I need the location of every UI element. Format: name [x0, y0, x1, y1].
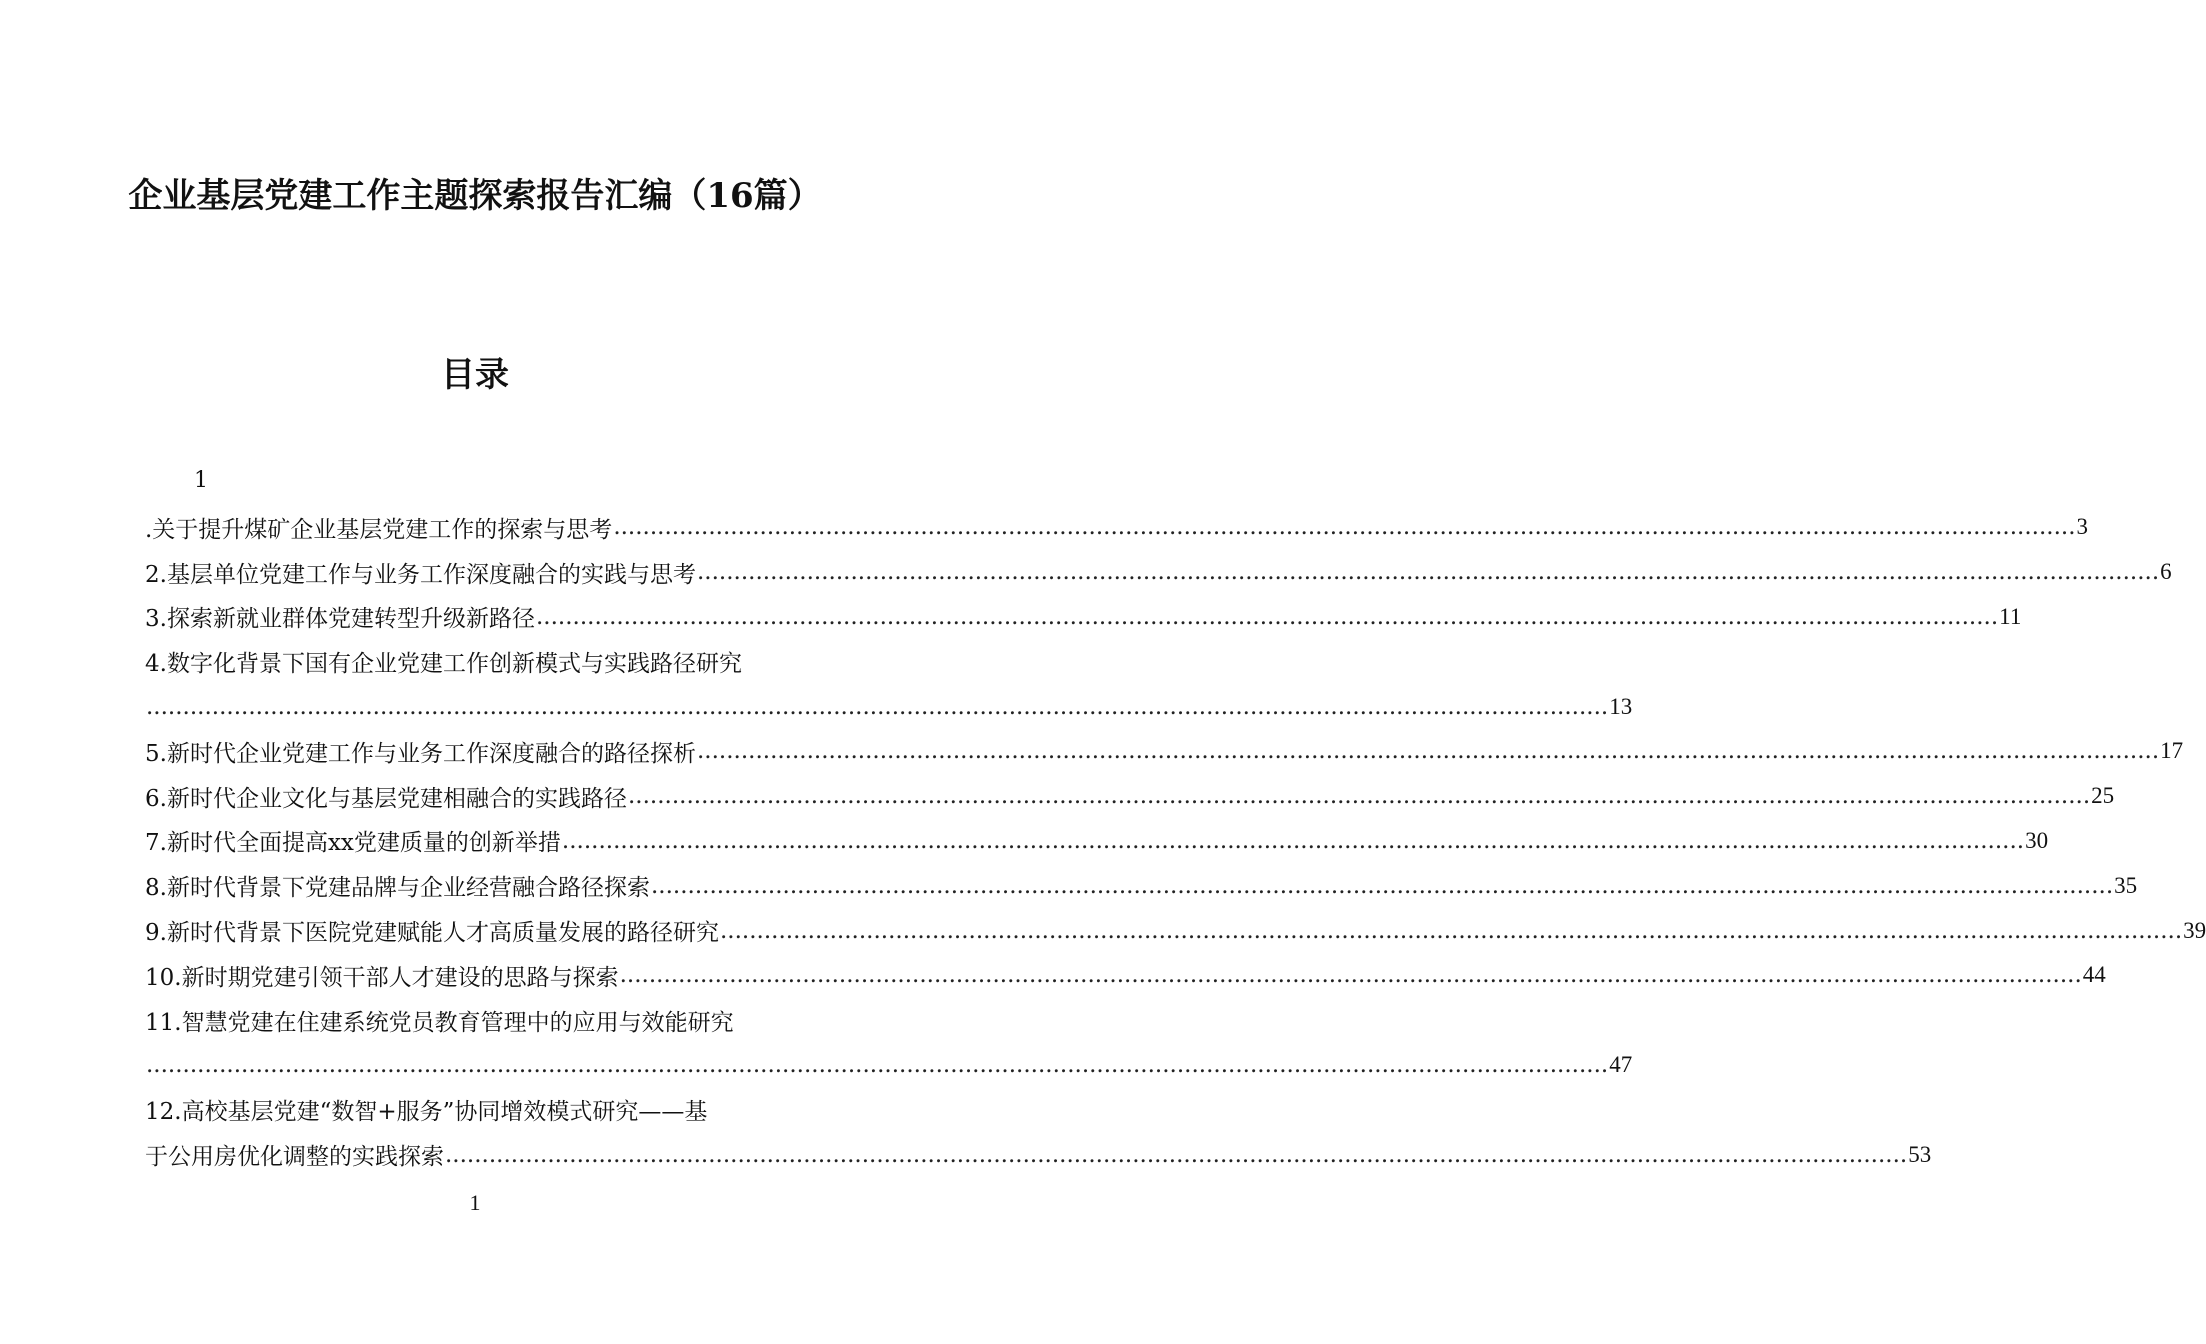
toc-entry-title: 5.新时代企业党建工作与业务工作深度融合的路径探析: [145, 740, 696, 767]
toc-entry-page: 44: [2082, 962, 2106, 988]
dot-leader: ........................................................................................................................................................................................................: [627, 783, 2091, 810]
toc-entry-title: 10.新时期党建引领干部人才建设的思路与探索: [145, 964, 619, 991]
dot-leader: ........................................................................................................................................................................................................: [445, 1141, 1908, 1168]
toc-entry-11[interactable]: [145, 998, 1633, 1088]
toc-entry-title: 8.新时代背景下党建品牌与企业经营融合路径探索: [145, 875, 650, 902]
toc-heading: 目录: [441, 355, 509, 395]
dot-leader: ........................................................................................................................................................................................................: [696, 559, 2160, 586]
toc-entry-page: 30: [2025, 827, 2049, 853]
toc-entry-title: 11.智慧党建在住建系统党员教育管理中的应用与效能研究: [145, 1009, 734, 1036]
toc-entry-page: 11: [1999, 603, 2022, 629]
dot-leader: ........................................................................................................................................................................................................: [146, 1051, 1609, 1078]
toc-entry-page: 3: [2076, 514, 2089, 540]
toc-entry-title: 3.探索新就业群体党建转型升级新路径: [145, 606, 535, 633]
dot-leader: ........................................................................................................................................................................................................: [650, 872, 2114, 899]
toc-entry-page: 39: [2183, 917, 2206, 943]
document-title: 企业基层党建工作主题探索报告汇编（16篇）: [128, 176, 822, 216]
toc-entry-title-part2: 于公用房优化调整的实践探索: [145, 1144, 444, 1171]
toc-entry-title: 2.基层单位党建工作与业务工作深度融合的实践与思考: [145, 561, 696, 588]
toc-entry-6[interactable]: [145, 774, 2115, 819]
toc-entry-12[interactable]: [145, 1087, 1932, 1177]
toc-entry-page: 47: [1609, 1051, 1633, 1077]
toc-entry-3[interactable]: [145, 595, 2022, 640]
dot-leader: ........................................................................................................................................................................................................: [719, 917, 2183, 944]
dot-leader: ........................................................................................................................................................................................................: [696, 738, 2160, 765]
table-of-contents: [145, 505, 2206, 1177]
toc-entry-title: 4.数字化背景下国有企业党建工作创新模式与实践路径研究: [145, 651, 742, 678]
dot-leader: ........................................................................................................................................................................................................: [619, 962, 2082, 989]
dot-leader: ........................................................................................................................................................................................................: [535, 603, 1999, 630]
toc-entry-page: 35: [2114, 872, 2138, 898]
toc-entry-page: 53: [1908, 1141, 1932, 1167]
dot-leader: ........................................................................................................................................................................................................: [561, 827, 2025, 854]
toc-entry-page: 13: [1609, 693, 1633, 719]
toc-entry-2[interactable]: [145, 550, 2172, 595]
toc-entry-page: 17: [2160, 738, 2184, 764]
dot-leader: ........................................................................................................................................................................................................: [613, 514, 2076, 541]
stray-page-number: 1: [194, 468, 208, 493]
toc-entry-10[interactable]: [145, 953, 2106, 998]
dot-leader: ........................................................................................................................................................................................................: [146, 693, 1609, 720]
footer-page-number: 1: [469, 1190, 481, 1215]
toc-entry-5[interactable]: [145, 729, 2184, 774]
toc-entry-title: 6.新时代企业文化与基层党建相融合的实践路径: [145, 785, 627, 812]
toc-entry-page: 25: [2091, 783, 2115, 809]
toc-entry-title-part1: 12.高校基层党建“数智+服务”协同增效模式研究——基: [145, 1099, 708, 1126]
toc-entry-title: 7.新时代全面提高xx党建质量的创新举措: [145, 830, 561, 857]
toc-entry-4[interactable]: [145, 639, 1633, 729]
toc-entry-9[interactable]: [145, 908, 2206, 953]
toc-entry-8[interactable]: [145, 863, 2138, 908]
toc-entry-7[interactable]: [145, 819, 2049, 864]
toc-entry-title: .关于提升煤矿企业基层党建工作的探索与思考: [145, 516, 613, 543]
toc-entry-title: 9.新时代背景下医院党建赋能人才高质量发展的路径研究: [145, 920, 719, 947]
toc-entry-page: 6: [2160, 559, 2172, 585]
toc-entry-1[interactable]: [145, 505, 2089, 550]
